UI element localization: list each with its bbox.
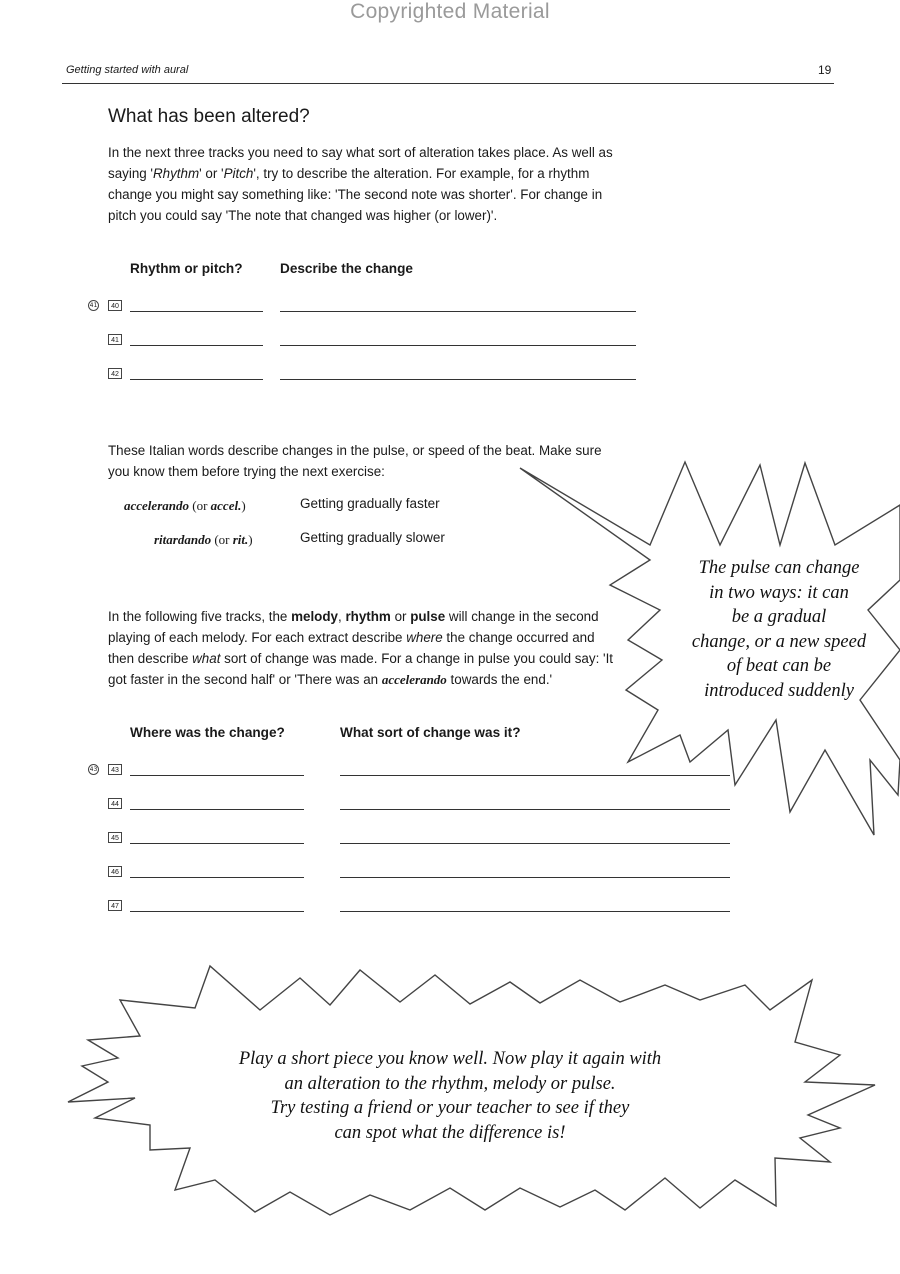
answer-line[interactable]: [130, 809, 304, 810]
answer-line[interactable]: [340, 911, 730, 912]
answer-line[interactable]: [130, 911, 304, 912]
meaning-accelerando: Getting gradually faster: [300, 496, 440, 511]
answer-line[interactable]: [340, 775, 730, 776]
section1-intro: In the next three tracks you need to say what sort of alteration takes place. As well as saying 'Rhythm' or 'Pitch', try to describe the alteration. For example, for a rhythm change you might say something like: 'The second note was shorter'. For change in pitch you could say 'The note that changed was higher (or lower)'.: [108, 145, 613, 223]
track-number: 42: [108, 368, 122, 379]
answer-line[interactable]: [280, 345, 636, 346]
track-number: 46: [108, 866, 122, 877]
column-header-rhythm-or-pitch: Rhythm or pitch?: [130, 261, 243, 276]
answer-line[interactable]: [130, 775, 304, 776]
italian-words-intro: These Italian words describe changes in the pulse, or speed of the beat. Make sure you know them before trying the next exercise:: [108, 443, 602, 479]
bottom-callout-text: Play a short piece you know well. Now play it again with an alteration to the rhythm, melody or pulse. Try testing a friend or your teacher to see if they can spot what the difference is!: [238, 1049, 662, 1143]
section-title: What has been altered?: [108, 106, 310, 127]
copyright-watermark: Copyrighted Material: [350, 0, 550, 23]
meaning-ritardando: Getting gradually slower: [300, 530, 445, 545]
running-title: Getting started with aural: [66, 64, 189, 76]
column-header-describe-change: Describe the change: [280, 261, 413, 276]
pulse-callout-text: The pulse can change in two ways: it can be a gradual change, or a new speed of beat can be introduced suddenly: [691, 558, 867, 701]
column-header-what-change: What sort of change was it?: [340, 725, 521, 740]
answer-line[interactable]: [130, 311, 263, 312]
cd-icon: 41: [89, 302, 98, 309]
answer-line[interactable]: [280, 379, 636, 380]
answer-line[interactable]: [340, 809, 730, 810]
track-number: 40: [108, 300, 122, 311]
track-number: 41: [108, 334, 122, 345]
answer-line[interactable]: [340, 843, 730, 844]
answer-line[interactable]: [130, 877, 304, 878]
answer-line[interactable]: [130, 379, 263, 380]
track-number: 44: [108, 798, 122, 809]
cd-icon: 43: [89, 766, 98, 773]
header-rule: [62, 83, 834, 84]
answer-line[interactable]: [340, 877, 730, 878]
answer-line[interactable]: [280, 311, 636, 312]
track-number: 45: [108, 832, 122, 843]
answer-line[interactable]: [130, 843, 304, 844]
section2-intro: In the following five tracks, the melody, rhythm or pulse will change in the second playing of each melody. For each extract describe where the change occurred and then describe what sort of change was made. For a change in pulse you could say: 'It got faster in the second half' or 'There was an accelerando towards the end.': [108, 609, 614, 687]
column-header-where-change: Where was the change?: [130, 725, 285, 740]
track-number: 47: [108, 900, 122, 911]
track-number: 43: [108, 764, 122, 775]
answer-line[interactable]: [130, 345, 263, 346]
term-accelerando: accelerando (or accel.): [124, 498, 246, 513]
term-ritardando: ritardando (or rit.): [154, 532, 253, 547]
page-number: 19: [818, 63, 832, 77]
